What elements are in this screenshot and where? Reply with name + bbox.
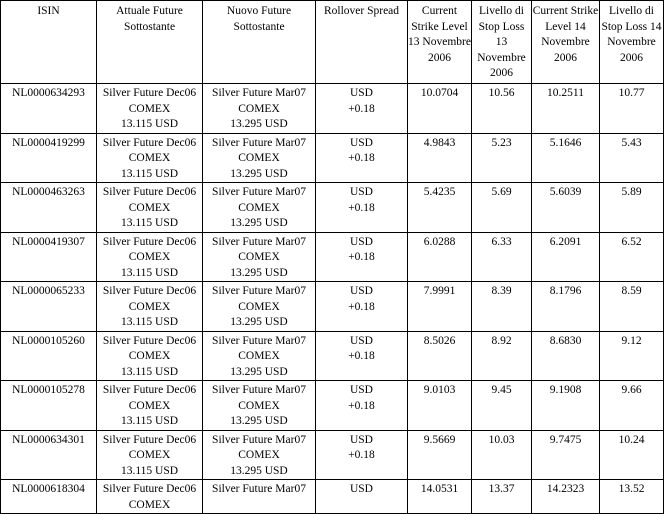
- table-row: [1, 183, 664, 233]
- cell-rollover-spread-line: +0.18: [348, 300, 375, 313]
- cell-isin: NL0000105260: [1, 331, 97, 381]
- cell-nuovo-future-line: Silver Future Mar07: [212, 483, 306, 495]
- cell-nuovo-future-line: Silver Future Mar07: [212, 186, 306, 198]
- cell-nuovo-future-line: COMEX: [238, 152, 280, 164]
- cell-isin: NL0000065233: [1, 282, 97, 332]
- header-attuale-future: Attuale Future Sottostante: [97, 1, 203, 84]
- cell-nuovo-future-line: 13.295 USD: [230, 118, 288, 130]
- cell-attuale-future-line: COMEX: [128, 201, 171, 214]
- cell-attuale-future-line: COMEX: [128, 300, 171, 313]
- cell-strike-14-nov: 14.2323: [532, 480, 600, 514]
- cell-nuovo-future-line: Silver Future Mar07: [212, 136, 306, 149]
- cell-stop-loss-14-nov: 6.52: [600, 232, 664, 282]
- cell-stop-loss-14-nov: 9.12: [600, 331, 664, 381]
- cell-strike-14-nov: 5.1646: [532, 133, 600, 183]
- cell-stop-loss-13-nov: 6.33: [472, 232, 532, 282]
- cell-rollover-spread-line: USD: [349, 483, 373, 495]
- cell-isin: NL0000463263: [1, 183, 97, 233]
- cell-strike-13-nov: 14.0531: [408, 480, 472, 514]
- cell-strike-13-nov: 9.0103: [408, 381, 472, 431]
- cell-nuovo-future-line: Silver Future Mar07: [212, 384, 306, 396]
- cell-attuale-future-line: COMEX: [128, 449, 171, 461]
- cell-attuale-future: [97, 331, 203, 381]
- cell-attuale-future-line: COMEX: [128, 102, 171, 115]
- cell-nuovo-future: [203, 84, 316, 134]
- cell-attuale-future-line: Silver Future Dec06: [102, 87, 197, 99]
- cell-rollover-spread: [316, 282, 408, 332]
- cell-rollover-spread: [316, 84, 408, 134]
- cell-isin: NL0000634301: [1, 430, 97, 480]
- cell-nuovo-future-line: 13.295 USD: [230, 167, 288, 180]
- cell-attuale-future-line: 13.115 USD: [120, 464, 179, 477]
- cell-rollover-spread-line: USD: [349, 334, 373, 347]
- cell-attuale-future: [97, 183, 203, 233]
- cell-attuale-future-line: 13.115 USD: [120, 316, 179, 328]
- cell-nuovo-future-line: COMEX: [238, 300, 280, 313]
- cell-nuovo-future-line: 13.295 USD: [230, 217, 288, 229]
- table-row: [1, 331, 664, 381]
- cell-nuovo-future: [203, 282, 316, 332]
- table-row: [1, 133, 664, 183]
- cell-attuale-future-line: Silver Future Dec06: [102, 483, 197, 495]
- cell-strike-13-nov: 5.4235: [408, 183, 472, 233]
- cell-nuovo-future: [203, 430, 316, 480]
- cell-isin: NL0000618304: [1, 480, 97, 514]
- header-stop-loss-14-nov: Livello di Stop Loss 14 Novembre 2006: [600, 1, 664, 84]
- cell-stop-loss-13-nov: 10.56: [472, 84, 532, 134]
- cell-strike-14-nov: 5.6039: [532, 183, 600, 233]
- cell-stop-loss-14-nov: 9.66: [600, 381, 664, 431]
- table-row: [1, 381, 664, 431]
- cell-nuovo-future-line: Silver Future Mar07: [212, 87, 306, 99]
- cell-nuovo-future: [203, 183, 316, 233]
- cell-nuovo-future-line: Silver Future Mar07: [212, 235, 306, 248]
- table-row: [1, 282, 664, 332]
- cell-rollover-spread-line: USD: [349, 186, 373, 198]
- cell-strike-14-nov: 10.2511: [532, 84, 600, 134]
- cell-nuovo-future: [203, 381, 316, 431]
- header-strike-14-nov: Current Strike Level 14 Novembre 2006: [532, 1, 600, 84]
- cell-rollover-spread: [316, 232, 408, 282]
- cell-attuale-future-line: Silver Future Dec06: [102, 235, 197, 248]
- cell-attuale-future-line: 13.115 USD: [120, 167, 179, 180]
- cell-attuale-future: [97, 84, 203, 134]
- cell-isin: NL0000634293: [1, 84, 97, 134]
- cell-stop-loss-13-nov: 5.23: [472, 133, 532, 183]
- cell-rollover-spread-line: USD: [349, 384, 373, 396]
- cell-attuale-future: [97, 430, 203, 480]
- table-row: [1, 430, 664, 480]
- cell-attuale-future-line: 13.115 USD: [120, 118, 179, 130]
- cell-nuovo-future-line: COMEX: [238, 399, 280, 412]
- cell-strike-14-nov: 8.1796: [532, 282, 600, 332]
- cell-strike-13-nov: 10.0704: [408, 84, 472, 134]
- cell-strike-14-nov: 9.1908: [532, 381, 600, 431]
- cell-stop-loss-13-nov: 9.45: [472, 381, 532, 431]
- cell-stop-loss-13-nov: 13.37: [472, 480, 532, 514]
- cell-rollover-spread-line: USD: [349, 285, 373, 297]
- cell-nuovo-future: [203, 133, 316, 183]
- cell-stop-loss-14-nov: 5.43: [600, 133, 664, 183]
- cell-attuale-future-line: 13.115 USD: [120, 365, 179, 378]
- cell-rollover-spread-line: USD: [349, 87, 373, 99]
- cell-attuale-future-line: Silver Future Dec06: [102, 186, 197, 198]
- cell-nuovo-future-line: COMEX: [238, 449, 280, 461]
- cell-strike-14-nov: 6.2091: [532, 232, 600, 282]
- cell-rollover-spread-line: USD: [349, 433, 373, 446]
- cell-rollover-spread-line: +0.18: [348, 102, 375, 115]
- cell-stop-loss-13-nov: 10.03: [472, 430, 532, 480]
- header-nuovo-future: Nuovo Future Sottostante: [203, 1, 316, 84]
- cell-nuovo-future-line: Silver Future Mar07: [212, 285, 306, 297]
- table-row: [1, 84, 664, 134]
- cell-stop-loss-14-nov: 10.77: [600, 84, 664, 134]
- cell-stop-loss-13-nov: 8.92: [472, 331, 532, 381]
- cell-strike-13-nov: 7.9991: [408, 282, 472, 332]
- cell-attuale-future-line: Silver Future Dec06: [102, 433, 197, 446]
- header-row: [1, 1, 664, 84]
- cell-attuale-future: [97, 282, 203, 332]
- cell-nuovo-future-line: Silver Future Mar07: [212, 334, 306, 347]
- cell-rollover-spread-line: USD: [349, 235, 373, 248]
- table-row: [1, 480, 664, 514]
- cell-attuale-future-line: Silver Future Dec06: [102, 285, 197, 297]
- cell-nuovo-future-line: COMEX: [238, 251, 280, 263]
- cell-attuale-future: [97, 381, 203, 431]
- cell-stop-loss-13-nov: 5.69: [472, 183, 532, 233]
- cell-strike-13-nov: 6.0288: [408, 232, 472, 282]
- cell-attuale-future: [97, 480, 203, 514]
- cell-strike-14-nov: 9.7475: [532, 430, 600, 480]
- cell-nuovo-future-line: 13.295 USD: [230, 316, 288, 328]
- cell-attuale-future-line: 13.115 USD: [120, 266, 179, 279]
- cell-nuovo-future-line: COMEX: [238, 102, 280, 115]
- cell-stop-loss-14-nov: 10.24: [600, 430, 664, 480]
- cell-nuovo-future-line: 13.295 USD: [230, 464, 288, 477]
- cell-rollover-spread-line: +0.18: [348, 350, 375, 362]
- cell-nuovo-future-line: COMEX: [238, 201, 280, 214]
- cell-nuovo-future-line: 13.295 USD: [230, 266, 288, 279]
- header-isin: ISIN: [1, 1, 97, 84]
- cell-attuale-future-line: COMEX: [128, 251, 171, 263]
- cell-stop-loss-14-nov: 13.52: [600, 480, 664, 514]
- cell-stop-loss-14-nov: 8.59: [600, 282, 664, 332]
- cell-attuale-future-line: COMEX: [128, 152, 171, 164]
- cell-rollover-spread: [316, 480, 408, 514]
- cell-attuale-future-line: COMEX: [128, 498, 171, 511]
- cell-nuovo-future: [203, 480, 316, 514]
- table-row: [1, 232, 664, 282]
- cell-rollover-spread: [316, 183, 408, 233]
- header-rollover-spread: Rollover Spread: [316, 1, 408, 84]
- cell-rollover-spread-line: +0.18: [348, 201, 375, 214]
- cell-attuale-future: [97, 133, 203, 183]
- cell-rollover-spread: [316, 381, 408, 431]
- cell-strike-13-nov: 8.5026: [408, 331, 472, 381]
- cell-nuovo-future-line: 13.295 USD: [230, 415, 288, 427]
- cell-attuale-future-line: COMEX: [128, 350, 171, 362]
- cell-strike-13-nov: 4.9843: [408, 133, 472, 183]
- cell-attuale-future-line: 13.115 USD: [120, 217, 179, 229]
- table-body: [1, 84, 664, 514]
- cell-nuovo-future: [203, 331, 316, 381]
- cell-strike-14-nov: 8.6830: [532, 331, 600, 381]
- cell-nuovo-future-line: 13.295 USD: [230, 365, 288, 378]
- cell-isin: NL0000419307: [1, 232, 97, 282]
- cell-nuovo-future-line: Silver Future Mar07: [212, 433, 306, 446]
- cell-attuale-future-line: 13.115 USD: [120, 415, 179, 427]
- cell-rollover-spread-line: USD: [349, 136, 373, 149]
- cell-rollover-spread: [316, 331, 408, 381]
- cell-isin: NL0000419299: [1, 133, 97, 183]
- cell-attuale-future-line: Silver Future Dec06: [102, 136, 197, 149]
- header-strike-13-nov: Current Strike Level 13 Novembre 2006: [408, 1, 472, 84]
- header-stop-loss-13-nov: Livello di Stop Loss 13 Novembre 2006: [472, 1, 532, 84]
- cell-nuovo-future: [203, 232, 316, 282]
- cell-attuale-future-line: Silver Future Dec06: [102, 384, 197, 396]
- cell-isin: NL0000105278: [1, 381, 97, 431]
- cell-nuovo-future-line: COMEX: [238, 350, 280, 362]
- cell-stop-loss-14-nov: 5.89: [600, 183, 664, 233]
- cell-attuale-future: [97, 232, 203, 282]
- cell-attuale-future-line: COMEX: [128, 399, 171, 412]
- cell-rollover-spread: [316, 133, 408, 183]
- cell-rollover-spread-line: +0.18: [348, 251, 375, 263]
- cell-rollover-spread-line: +0.18: [348, 399, 375, 412]
- cell-strike-13-nov: 9.5669: [408, 430, 472, 480]
- cell-stop-loss-13-nov: 8.39: [472, 282, 532, 332]
- cell-attuale-future-line: Silver Future Dec06: [102, 334, 197, 347]
- cell-rollover-spread-line: +0.18: [348, 449, 375, 461]
- cell-rollover-spread-line: +0.18: [348, 152, 375, 164]
- cell-rollover-spread: [316, 430, 408, 480]
